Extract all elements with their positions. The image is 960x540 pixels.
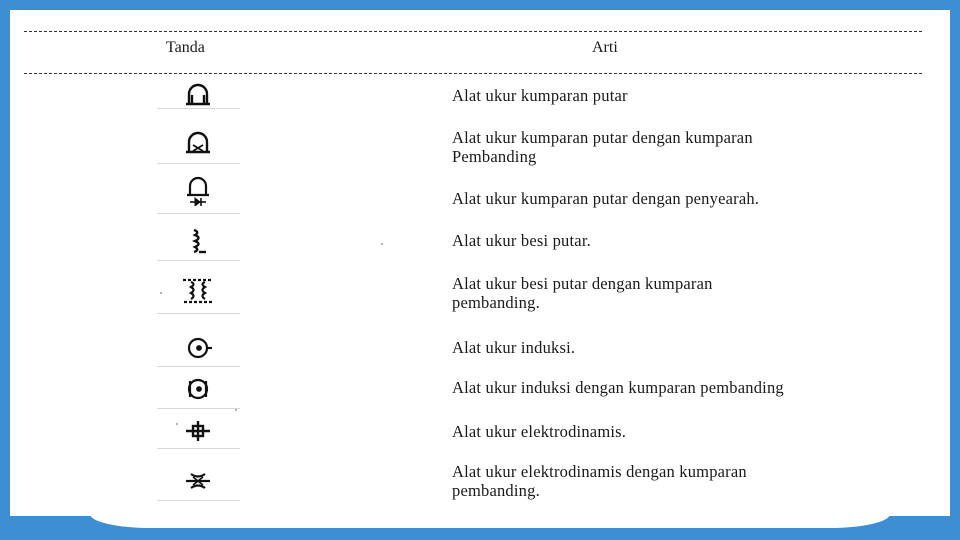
moving-iron-ratio-meter-icon bbox=[178, 276, 218, 306]
table-header-rule bbox=[24, 73, 922, 74]
row-divider bbox=[157, 213, 240, 214]
row-meaning: Alat ukur kumparan putar dengan kumparan Pembanding bbox=[452, 128, 753, 166]
row-divider bbox=[157, 500, 240, 501]
scan-speck bbox=[381, 243, 383, 245]
row-meaning: Alat ukur elektrodinamis. bbox=[452, 422, 627, 441]
slide-frame-left bbox=[0, 0, 10, 540]
scan-speck bbox=[235, 409, 237, 411]
row-divider bbox=[157, 448, 240, 449]
scan-speck bbox=[176, 423, 178, 425]
row-divider bbox=[157, 366, 240, 367]
row-divider bbox=[157, 408, 240, 409]
row-divider bbox=[157, 163, 240, 164]
slide-frame-top bbox=[0, 0, 960, 10]
electrodynamic-ratio-meter-icon bbox=[178, 466, 218, 496]
row-meaning: Alat ukur kumparan putar dengan penyearah. bbox=[452, 189, 760, 208]
row-meaning: Alat ukur induksi dengan kumparan pembanding bbox=[452, 378, 784, 397]
row-meaning: Alat ukur besi putar. bbox=[452, 231, 591, 250]
row-divider bbox=[157, 108, 240, 109]
moving-coil-rectifier-meter-icon bbox=[178, 176, 218, 206]
header-meaning: Arti bbox=[592, 39, 618, 56]
table-top-rule bbox=[24, 31, 922, 32]
moving-iron-meter-icon bbox=[178, 226, 218, 256]
slide-frame-right bbox=[950, 0, 960, 540]
electrodynamic-meter-icon bbox=[178, 416, 218, 446]
row-meaning: Alat ukur kumparan putar bbox=[452, 86, 628, 105]
row-meaning: Alat ukur elektrodinamis dengan kumparan pembanding. bbox=[452, 462, 747, 500]
induction-meter-icon bbox=[178, 333, 218, 363]
scan-speck bbox=[160, 292, 162, 294]
slide-frame-curve bbox=[90, 508, 890, 528]
row-divider bbox=[157, 313, 240, 314]
row-divider bbox=[157, 260, 240, 261]
induction-ratio-meter-icon bbox=[178, 374, 218, 404]
header-symbol: Tanda bbox=[166, 39, 205, 56]
row-meaning: Alat ukur induksi. bbox=[452, 338, 576, 357]
row-meaning: Alat ukur besi putar dengan kumparan pembanding. bbox=[452, 274, 713, 312]
moving-coil-meter-icon bbox=[178, 80, 218, 110]
moving-coil-ratio-meter-icon bbox=[178, 128, 218, 158]
